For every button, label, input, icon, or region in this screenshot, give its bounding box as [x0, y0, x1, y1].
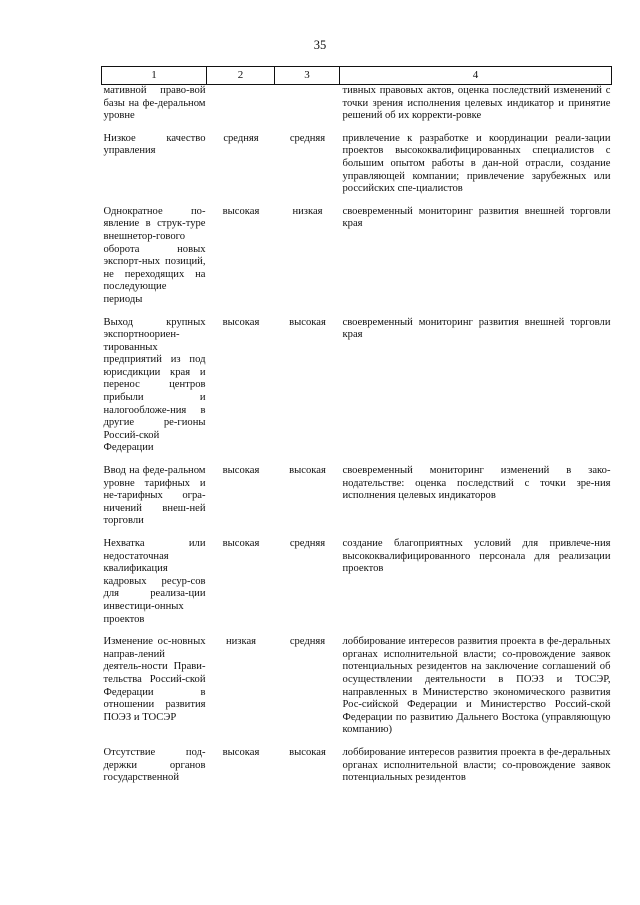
table-row [102, 206, 612, 317]
probability-cell: высокая [222, 205, 260, 217]
impact-cell: высокая [289, 746, 326, 758]
measures-cell: своевременный мониторинг развития внешней торговли края [342, 205, 611, 230]
probability-cell: высокая [222, 316, 260, 328]
column-header-1: 1 [102, 67, 207, 85]
table-row [102, 85, 612, 133]
risk-cell: Выход крупных экспортноориен-тированных предприятий из под юрисдикции края и перенос центров прибыли и налогообложе-ния в другие ре-гионы Россий-ской Федерации [103, 316, 206, 454]
page-number: 35 [313, 38, 327, 52]
table-row [102, 747, 612, 795]
impact-cell [275, 85, 340, 133]
risk-cell: Ввод на феде-ральном уровне тарифных и не-тарифных огра-ничений внеш-ней торговли [103, 465, 206, 527]
table-row [102, 317, 612, 466]
probability-cell: высокая [222, 746, 260, 758]
measures-cell: тивных правовых актов, оценка последствий изменений с точки зрения исполнения целевых индикатор и принятие решений об их корректи-ровке [342, 85, 611, 122]
table-row [102, 133, 612, 206]
measures-cell: создание благоприятных условий для привлече-ния высококвалифицированного персонала для реализации проектов [342, 538, 611, 575]
probability-cell: средняя [223, 132, 259, 144]
column-header-4: 4 [340, 67, 612, 85]
impact-cell: средняя [289, 636, 326, 648]
risk-cell: мативной право-вой базы на фе-деральном уровне [103, 85, 206, 122]
table-row [102, 538, 612, 636]
table-row [102, 636, 612, 747]
measures-cell: лоббирование интересов развития проекта в фе-деральных органах исполнительной власти; со-провождение заявок потенциальных резидентов [342, 746, 611, 784]
measures-cell: привлечение к разработке и координации реали-зации проектов высококвалифицированных специалистов с большим опытом работы в дан-ной отрасли, создание управляющей компании; привлечение зарубежных или российских спе-циалистов [342, 132, 611, 195]
column-header-3: 3 [275, 67, 340, 85]
probability-cell: высокая [222, 465, 260, 477]
probability-cell: высокая [222, 538, 260, 549]
table-header-row [102, 67, 612, 85]
risk-measures-table [101, 66, 612, 795]
risk-cell: Отсутствие под-держки органов государственной [103, 746, 206, 784]
impact-cell: низкая [292, 205, 323, 217]
impact-cell: средняя [289, 132, 326, 144]
measures-cell: своевременный мониторинг изменений в зако-нодательстве: оценка последствий с точки зре-ния исполнения целевых индикаторов [342, 465, 611, 502]
table-row [102, 465, 612, 538]
risk-cell: Низкое качество управления [103, 132, 206, 157]
impact-cell: высокая [289, 316, 326, 328]
impact-cell: высокая [289, 465, 326, 477]
measures-cell: своевременный мониторинг развития внешней торговли края [342, 316, 611, 341]
probability-cell [207, 85, 275, 133]
risk-cell: Однократное по-явление в струк-туре внешнетор-гового оборота новых экспорт-ных позиций, не переходящих на последующие периоды [103, 205, 206, 305]
measures-cell: лоббирование интересов развития проекта в фе-деральных органах исполнительной власти; со-провождение заявок потенциальных резидентов на заключение соглашений об осуществлении деятельности в ПОЭЗ и ТОСЭР, направленных в Министерство экономического развития Рос-сийской Федерации и Министерство Россий-ской Федерации по развитию Дальнего Востока (управляющую компанию) [342, 636, 611, 736]
risk-cell: Изменение ос-новных направ-лений деятель-ности Прави-тельства Россий-ской Федерации в отношении развития ПОЭЗ и ТОСЭР [103, 636, 206, 723]
probability-cell: низкая [225, 636, 257, 648]
impact-cell: средняя [289, 538, 326, 549]
column-header-2: 2 [207, 67, 275, 85]
risk-cell: Нехватка или недостаточная квалификация кадровых ресур-сов для реализа-ции инвестици-онных проектов [103, 538, 206, 625]
